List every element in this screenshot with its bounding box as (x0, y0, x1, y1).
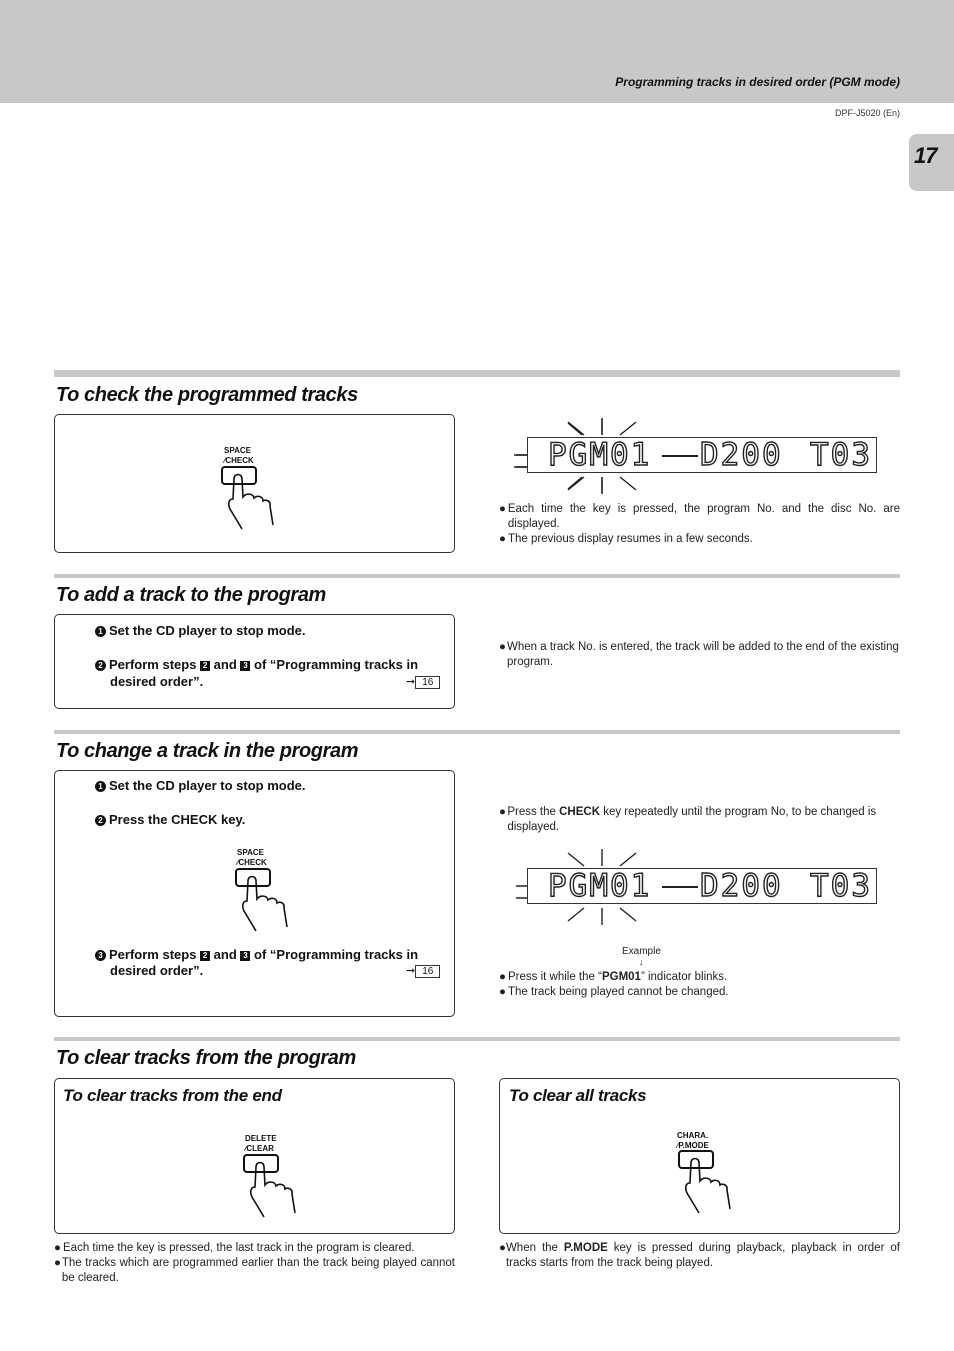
step-3-cont: desired order”. (110, 963, 204, 978)
running-header-title: Programming tracks in desired order (PGM mode) (615, 75, 900, 89)
section-title-clear: To clear tracks from the program (56, 1047, 356, 1069)
note-list (499, 805, 900, 835)
note-item: ● When the P.MODE key is pressed during playback, playback in order of tracks starts from the track being played. (499, 1242, 900, 1269)
note-item: ● When a track No. is entered, the track will be added to the end of the existing program. (499, 641, 899, 668)
hand-press-icon (234, 867, 304, 932)
add-steps-box (54, 614, 455, 709)
page-number: 17 (914, 143, 937, 168)
lcd-separator (662, 455, 698, 457)
section-title-add: To add a track to the program (56, 584, 326, 606)
hand-press-icon (242, 1153, 312, 1218)
step-2: 2 Perform steps 2 and 3 of “Programming tracks in (95, 657, 447, 672)
down-arrow-icon: ↓ (639, 957, 644, 967)
note-item: ● The track being played cannot be changed. (499, 986, 729, 998)
lcd-display (527, 868, 877, 904)
note-list (54, 1241, 455, 1286)
key-label: CHARA. ∕P.MODE (677, 1131, 709, 1150)
note-item: ● Press the CHECK key repeatedly until the program No, to be changed is displayed. (499, 806, 877, 833)
section-title-change: To change a track in the program (56, 740, 359, 762)
section-rule (54, 370, 900, 377)
hand-press-icon (220, 465, 290, 530)
hand-press-icon (677, 1149, 747, 1214)
step-2-cont: desired order”. (110, 674, 204, 689)
lcd-disc: D200 (700, 437, 783, 473)
section-rule (54, 1037, 900, 1041)
change-steps-box (54, 770, 455, 1017)
section-rule (54, 574, 900, 578)
section-rule (54, 730, 900, 734)
lcd-track: T03 (810, 437, 872, 473)
step-3: 3 Perform steps 2 and 3 of “Programming tracks in (95, 947, 447, 962)
note-item: ● The previous display resumes in a few seconds. (499, 533, 753, 545)
lcd-pgm: PGM01 (548, 437, 652, 473)
clear-all-title: To clear all tracks (509, 1086, 647, 1105)
step-2: 2 Press the CHECK key. (95, 812, 245, 827)
lcd-track: T03 (810, 868, 872, 904)
note-item: ● Each time the key is pressed, the last track in the program is cleared. (54, 1242, 415, 1254)
clear-end-title: To clear tracks from the end (63, 1086, 282, 1105)
page-reference: ➞ 16 (406, 675, 440, 688)
lcd-separator (662, 886, 698, 888)
clear-all-box (499, 1078, 900, 1234)
step-1: 1 Set the CD player to stop mode. (95, 623, 305, 638)
lcd-disc: D200 (700, 868, 783, 904)
example-label: Example (622, 946, 661, 957)
note-item: ● Each time the key is pressed, the program No. and the disc No. are displayed. (499, 503, 900, 530)
note-list (499, 970, 900, 1000)
note-list (499, 502, 900, 547)
note-item: ● The tracks which are programmed earlier than the track being played cannot be cleared. (54, 1257, 455, 1284)
note-list (499, 640, 900, 670)
page-reference: ➞ 16 (406, 964, 440, 977)
note-item: ● Press it while the “PGM01” indicator blinks. (499, 971, 728, 983)
section-title-check: To check the programmed tracks (56, 384, 358, 406)
lcd-pgm: PGM01 (548, 868, 652, 904)
step-1: 1 Set the CD player to stop mode. (95, 778, 305, 793)
model-code: DPF-J5020 (En) (834, 108, 900, 118)
note-list (499, 1241, 900, 1271)
key-label: SPACE ∕CHECK (224, 446, 254, 465)
key-label: SPACE ∕CHECK (237, 848, 267, 867)
check-key-box (54, 414, 455, 553)
lcd-display (527, 437, 877, 473)
key-label: DELETE ∕CLEAR (245, 1134, 277, 1153)
clear-end-box (54, 1078, 455, 1234)
